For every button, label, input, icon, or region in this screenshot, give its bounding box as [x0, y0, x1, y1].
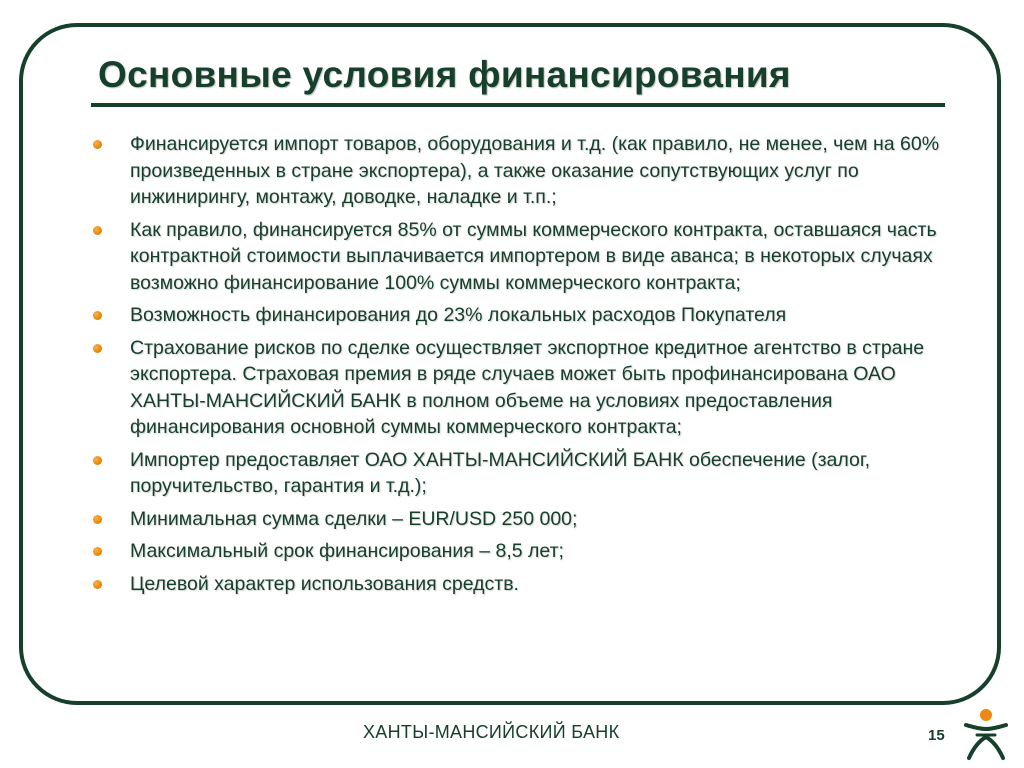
- title-underline: [91, 103, 945, 107]
- bullet-text: Максимальный срок финансирования – 8,5 лет;: [130, 540, 564, 562]
- bullet-icon: [93, 226, 102, 235]
- bullet-icon: [93, 344, 102, 353]
- bullet-list: [93, 131, 943, 603]
- bullet-text: Минимальная сумма сделки – EUR/USD 250 000;: [130, 507, 578, 530]
- bullet-text: Возможность финансирования до 23% локальных расходов Покупателя: [130, 304, 787, 326]
- bullet-item: [93, 538, 943, 565]
- bank-logo-icon: [963, 705, 1009, 761]
- bullet-item: [93, 335, 943, 441]
- bullet-text: Страхование рисков по сделке осуществляет экспортное кредитное агентство в стране экспортера. Страховая премия в ряде случаев может быть профинансирована ОАО ХАНТЫ-МАНСИЙСКИЙ БАНК в полном объеме на условиях предоставления финансирования основной суммы коммерческого контракта;: [130, 336, 925, 438]
- bullet-icon: [93, 547, 102, 556]
- bullet-item: [93, 131, 943, 211]
- bullet-icon: [93, 515, 102, 524]
- bullet-icon: [93, 580, 102, 589]
- bullet-item: [93, 506, 943, 533]
- bullet-icon: [93, 456, 102, 465]
- bullet-item: [93, 217, 943, 297]
- bullet-icon: [93, 140, 102, 149]
- bullet-text: Импортер предоставляет ОАО ХАНТЫ-МАНСИЙСКИЙ БАНК обеспечение (залог, поручительство, гарантия и т.д.);: [130, 448, 870, 497]
- bullet-item: [93, 571, 943, 598]
- footer-bank-name: ХАНТЫ-МАНСИЙСКИЙ БАНК: [363, 722, 620, 742]
- bullet-item: [93, 447, 943, 500]
- slide-title: Основные условия финансирования: [98, 54, 791, 95]
- bullet-text: Как правило, финансируется 85% от суммы коммерческого контракта, оставшаяся часть контрактной стоимости выплачивается импортером в виде аванса; в некоторых случаях возможно финансирование 100% суммы коммерческого контракта;: [130, 218, 937, 294]
- bullet-text: Финансируется импорт товаров, оборудования и т.д. (как правило, не менее, чем на 60% произведенных в стране экспортера), а также оказание сопутствующих услуг по инжинирингу, монтажу, доводке, наладке и т.п.;: [130, 133, 940, 208]
- bullet-item: [93, 302, 943, 329]
- bullet-icon: [93, 311, 102, 320]
- page-number: 15: [928, 727, 945, 744]
- bullet-text: Целевой характер использования средств.: [130, 572, 519, 595]
